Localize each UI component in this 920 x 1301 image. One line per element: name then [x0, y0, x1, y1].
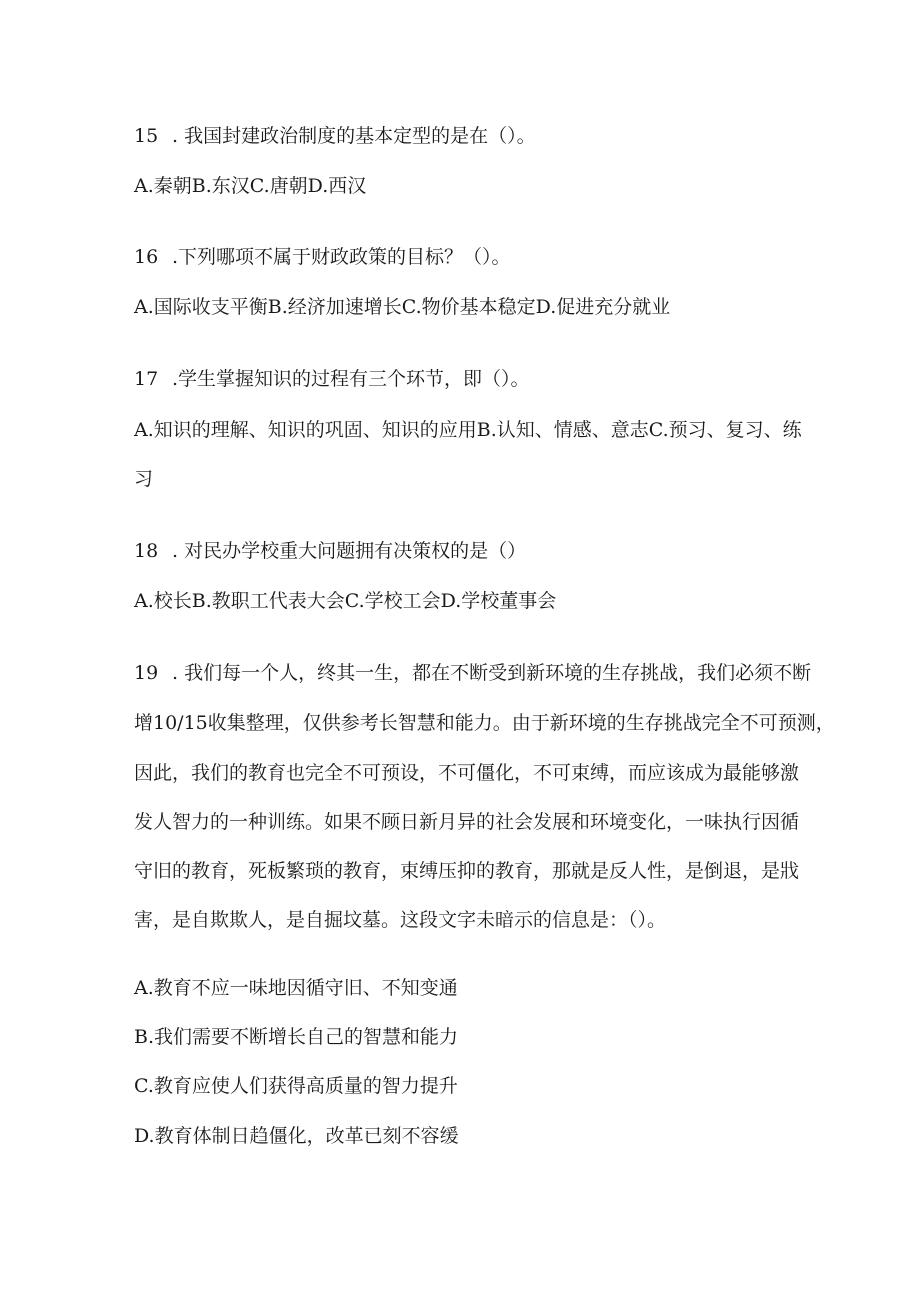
question-number: 15 — [134, 125, 159, 147]
question-text: .下列哪项不属于财政政策的目标？（）。 — [172, 246, 511, 268]
question-19-passage-line-1 — [134, 661, 812, 685]
question-19-passage-line-5: 守旧的教育，死板繁琐的教育，束缚压抑的教育，那就是反人性，是倒退，是戕 — [134, 860, 800, 882]
question-19-option-a: A.教育不应一味地因循守旧、不知变通 — [134, 977, 458, 999]
question-text: . 对民办学校重大问题拥有决策权的是（） — [172, 540, 527, 562]
question-19-passage-line-6: 害，是自欺欺人，是自掘坟墓。这段文字未暗示的信息是：（）。 — [134, 909, 667, 931]
question-18-options: A.校长B.教职工代表大会C.学校工会D.学校董事会 — [134, 590, 557, 612]
question-15-stem — [134, 124, 536, 148]
question-19-option-d: D.教育体制日趋僵化，改革已刻不容缓 — [134, 1125, 459, 1147]
question-19-passage-line-2: 增10/15收集整理，仅供参考长智慧和能力。由于新环境的生存挑战完全不可预测， — [134, 712, 835, 734]
question-19-passage-line-3: 因此，我们的教育也完全不可预设，不可僵化，不可束缚，而应该成为最能够激 — [134, 762, 800, 784]
passage-text: . 我们每一个人，终其一生，都在不断受到新环境的生存挑战，我们必须不断 — [172, 662, 812, 684]
question-15-options: A.秦朝B.东汉C.唐朝D.西汉 — [134, 175, 367, 197]
question-17-options-line-1: A.知识的理解、知识的巩固、知识的应用B.认知、情感、意志C.预习、复习、练 — [134, 419, 802, 441]
question-text: .学生掌握知识的过程有三个环节，即（）。 — [172, 368, 530, 390]
question-number: 18 — [134, 540, 159, 562]
question-17-stem — [134, 367, 530, 391]
question-16-options: A.国际收支平衡B.经济加速增长C.物价基本稳定D.促进充分就业 — [134, 296, 671, 318]
question-16-stem — [134, 245, 511, 269]
question-19-passage-line-4: 发人智力的一种训练。如果不顾日新月异的社会发展和环境变化，一味执行因循 — [134, 811, 800, 833]
question-number: 16 — [134, 246, 159, 268]
question-number: 17 — [134, 368, 159, 390]
question-number: 19 — [134, 662, 159, 684]
question-19-option-b: B.我们需要不断增长自己的智慧和能力 — [134, 1026, 459, 1048]
question-17-options-line-2: 习 — [134, 468, 154, 490]
question-19-option-c: C.教育应使人们获得高质量的智力提升 — [134, 1075, 458, 1097]
question-text: . 我国封建政治制度的基本定型的是在（）。 — [172, 125, 536, 147]
question-18-stem — [134, 539, 526, 563]
